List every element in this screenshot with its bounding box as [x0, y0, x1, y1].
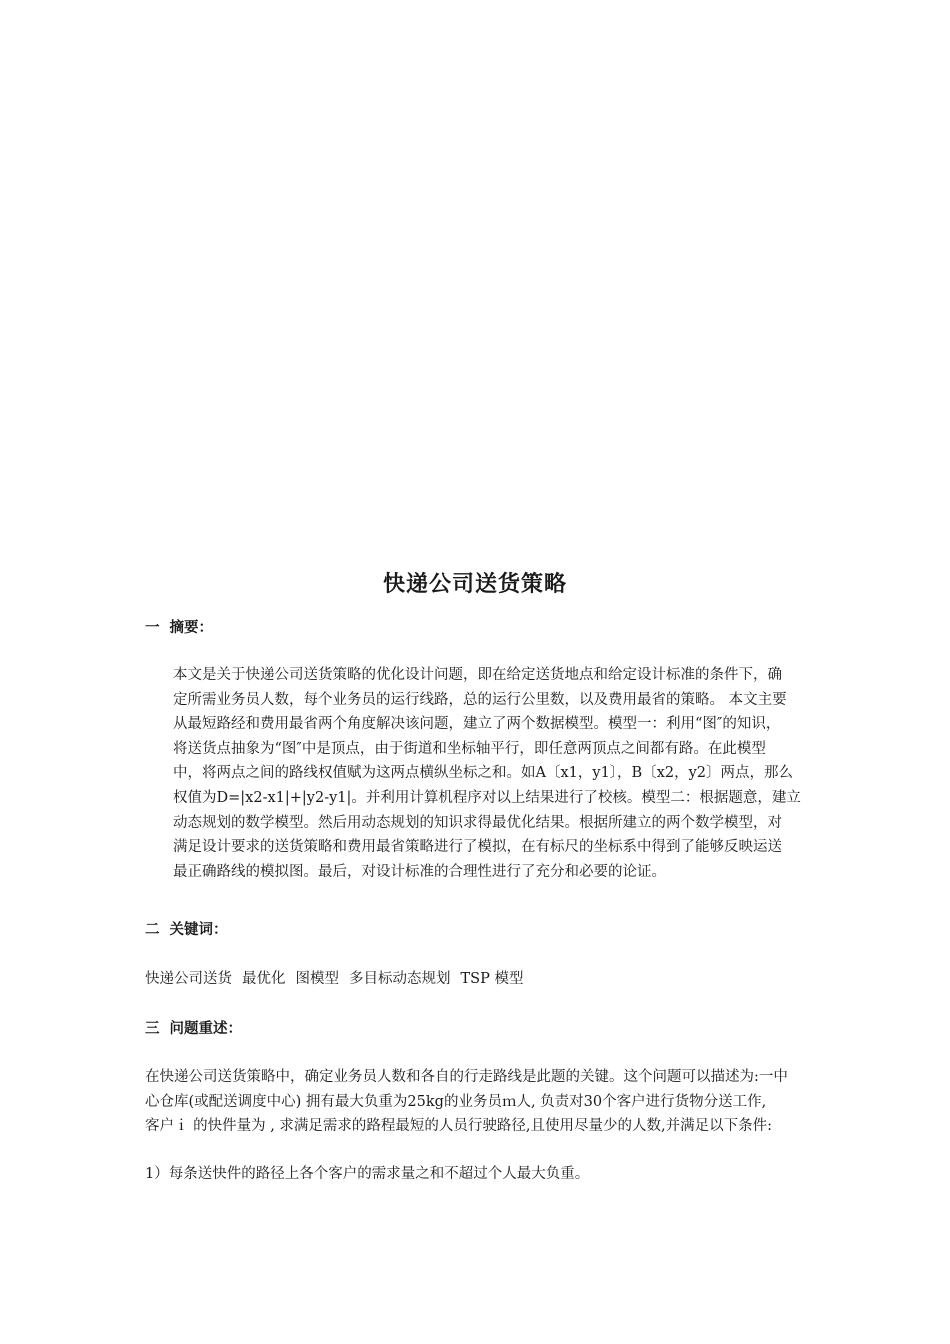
keyword-item: 最优化: [242, 971, 286, 987]
abstract-line: 本文是关于快递公司送货策略的优化设计问题，即在给定送货地点和给定设计标准的条件下，确: [173, 667, 782, 683]
abstract-line: 满足设计要求的送货策略和费用最省策略进行了模拟，在有标尺的坐标系中得到了能够反映运送: [173, 839, 782, 856]
condition-item-1: 1）每条送快件的路径上各个客户的需求量之和不超过个人最大负重。: [145, 1166, 590, 1182]
abstract-line: 权值为D=|x2-x1|+|y2-y1|。并利用计算机程序对以上结果进行了校核。模型二：根据题意，建立: [173, 789, 801, 806]
keyword-item: 快递公司送货: [145, 971, 232, 987]
restatement-paragraph: [145, 1065, 893, 1139]
keywords-heading-text: 关键词：: [169, 922, 228, 938]
keyword-item: 多目标动态规划: [349, 971, 451, 987]
abstract-line: 定所需业务员人数，每个业务员的运行线路，总的运行公里数，以及费用最省的策略。 本文主要: [173, 691, 787, 708]
keyword-item: TSP 模型: [460, 971, 524, 987]
restatement-heading-text: 问题重述：: [169, 1021, 242, 1037]
abstract-line: 动态规划的数学模型。然后用动态规划的知识求得最优化结果。根据所建立的两个数学模型，对: [173, 814, 782, 831]
document-title: 快递公司送货策略: [382, 572, 567, 597]
abstract-line: 从最短路经和费用最省两个角度解决该问题，建立了两个数据模型。模型一：利用“图″的知识，: [173, 716, 781, 733]
abstract-line: 将送货点抽象为“图″中是顶点，由于街道和坐标轴平行，即任意两顶点之间都有路。在此模型: [173, 740, 766, 757]
abstract-line: 最正确路线的模拟图。最后，对设计标准的合理性进行了充分和必要的论证。: [173, 863, 666, 880]
keyword-item: 图模型: [295, 971, 339, 987]
abstract-heading-text: 摘要：: [169, 620, 213, 636]
restatement-heading: [145, 1018, 242, 1040]
abstract-line: 中，将两点之间的路线权值赋为这两点横纵坐标之和。如A〔x1，y1〕，B〔x2，y2〕两点，那么: [173, 765, 794, 782]
keywords-heading-number: 二: [145, 922, 160, 938]
abstract-paragraph: [173, 663, 893, 884]
restatement-line: 客户ｉ 的快件量为 , 求满足需求的路程最短的人员行驶路径,且使用尽量少的人数,并满足以下条件:: [145, 1118, 773, 1135]
keywords-heading: [145, 919, 228, 941]
restatement-line: 在快递公司送货策略中，确定业务员人数和各自的行走路线是此题的关键。这个问题可以描述为:一中: [145, 1069, 788, 1085]
restatement-line: 心仓库(或配送调度中心) 拥有最大负重为25kg的业务员ｍ人, 负责对30个客户进行货物分送工作,: [145, 1093, 767, 1110]
keywords-list: [145, 967, 533, 992]
abstract-heading: [145, 617, 213, 639]
abstract-heading-number: 一: [145, 620, 160, 636]
restatement-heading-number: 三: [145, 1021, 160, 1037]
